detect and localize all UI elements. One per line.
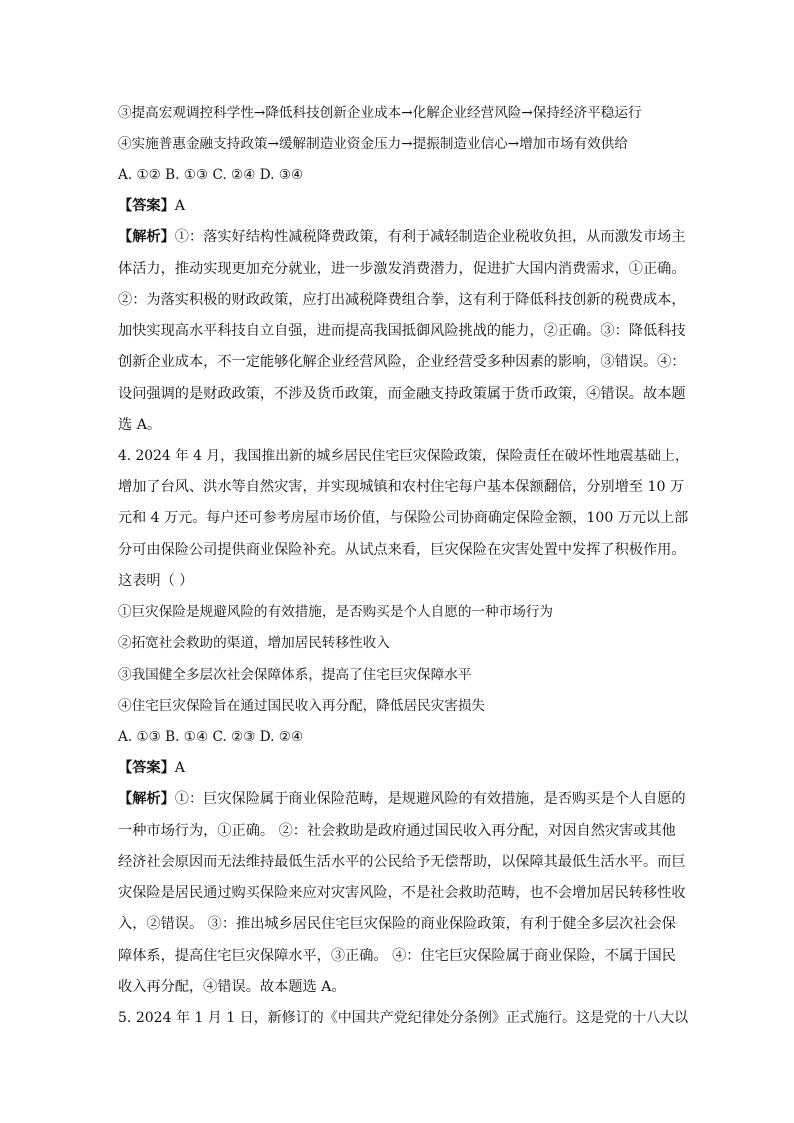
q4-statement-2: ②拓宽社会救助的渠道，增加居民转移性收入	[118, 635, 390, 651]
analysis-text: ①：落实好结构性减税降费政策，有利于减轻制造企业税收负担，从而激发市场主	[174, 229, 686, 245]
q4-analysis-line: 灾保险是居民通过购买保险来应对灾害风险，不是社会救助范畴，也不会增加居民转移性收	[118, 885, 686, 901]
q4-analysis-line: 收入再分配，④错误。故本题选 A。	[118, 979, 346, 995]
q3-analysis-line: 设问强调的是财政政策，不涉及货币政策，而金融支持政策属于货币政策，④错误。故本题	[118, 386, 686, 402]
analysis-tag: 【解析】	[118, 791, 175, 807]
q4-stem-line: 元和 4 万元。每户还可参考房屋市场价值，与保险公司协商确定保险金额，100 万元以上部	[118, 510, 689, 526]
q4-analysis-line: 一种市场行为，①正确。 ②：社会救助是政府通过国民收入再分配，对因自然灾害或其他	[118, 823, 676, 839]
q3-analysis-line: 体活力，推动实现更加充分就业，进一步激发消费潜力，促进扩大国内消费需求，①正确。	[118, 261, 686, 277]
q3-statement-4: ④实施普惠金融支持政策→缓解制造业资金压力→提振制造业信心→增加市场有效供给	[118, 136, 628, 152]
q4-analysis-line: 障体系，提高住宅巨灾保障水平，③正确。 ④：住宅巨灾保险属于商业保险，不属于国民	[118, 948, 676, 964]
q4-stem-line: 分可由保险公司提供商业保险补充。从试点来看，巨灾保险在灾害处置中发挥了积极作用。	[118, 542, 686, 558]
q3-choices: A. ①② B. ①③ C. ②④ D. ③④	[118, 167, 304, 183]
q3-analysis-line: 加快实现高水平科技自立自强，进而提高我国抵御风险挑战的能力，②正确。③：降低科技	[118, 323, 686, 339]
q3-statement-3: ③提高宏观调控科学性→降低科技创新企业成本→化解企业经营风险→保持经济平稳运行	[118, 105, 642, 121]
analysis-text: ①：巨灾保险属于商业保险范畴，是规避风险的有效措施，是否购买是个人自愿的	[174, 791, 686, 807]
q3-analysis-line: 创新企业成本，不一定能够化解企业经营风险，企业经营受多种因素的影响，③错误。④：	[118, 354, 686, 370]
q5-stem-line: 5. 2024 年 1 月 1 日，新修订的《中国共产党纪律处分条例》正式施行。这是党的十八大以	[118, 1010, 689, 1026]
q4-statement-3: ③我国健全多层次社会保障体系，提高了住宅巨灾保障水平	[118, 667, 472, 683]
q4-analysis-line	[118, 789, 688, 809]
answer-value: A	[174, 198, 186, 214]
q4-stem-line: 这表明（ ）	[118, 573, 194, 589]
answer-tag: 【答案】	[118, 198, 175, 214]
q3-answer	[118, 196, 688, 216]
q4-statement-4: ④住宅巨灾保险旨在通过国民收入再分配，降低居民灾害损失	[118, 698, 486, 714]
q4-answer	[118, 758, 688, 778]
q4-stem-line: 4. 2024 年 4 月，我国推出新的城乡居民住宅巨灾保险政策，保险责任在破坏性地震基础上，	[118, 448, 689, 464]
q4-choices: A. ①③ B. ①④ C. ②③ D. ②④	[118, 729, 304, 745]
q4-analysis-line: 入，②错误。 ③：推出城乡居民住宅巨灾保险的商业保险政策，有利于健全多层次社会保	[118, 916, 676, 932]
answer-value: A	[174, 760, 186, 776]
q3-analysis-line	[118, 227, 688, 247]
q4-statement-1: ①巨灾保险是规避风险的有效措施，是否购买是个人自愿的一种市场行为	[118, 604, 553, 620]
q4-stem-line: 增加了台风、洪水等自然灾害，并实现城镇和农村住宅每户基本保额翻倍，分别增至 10 万	[118, 479, 685, 495]
analysis-tag: 【解析】	[118, 229, 175, 245]
q3-analysis-line: ②：为落实积极的财政政策，应打出减税降费组合拳，这有利于降低科技创新的税费成本，	[118, 292, 686, 308]
q4-analysis-line: 经济社会原因而无法维持最低生活水平的公民给予无偿帮助，以保障其最低生活水平。而巨	[118, 854, 686, 870]
answer-tag: 【答案】	[118, 760, 175, 776]
q3-analysis-line: 选 A。	[118, 417, 162, 433]
